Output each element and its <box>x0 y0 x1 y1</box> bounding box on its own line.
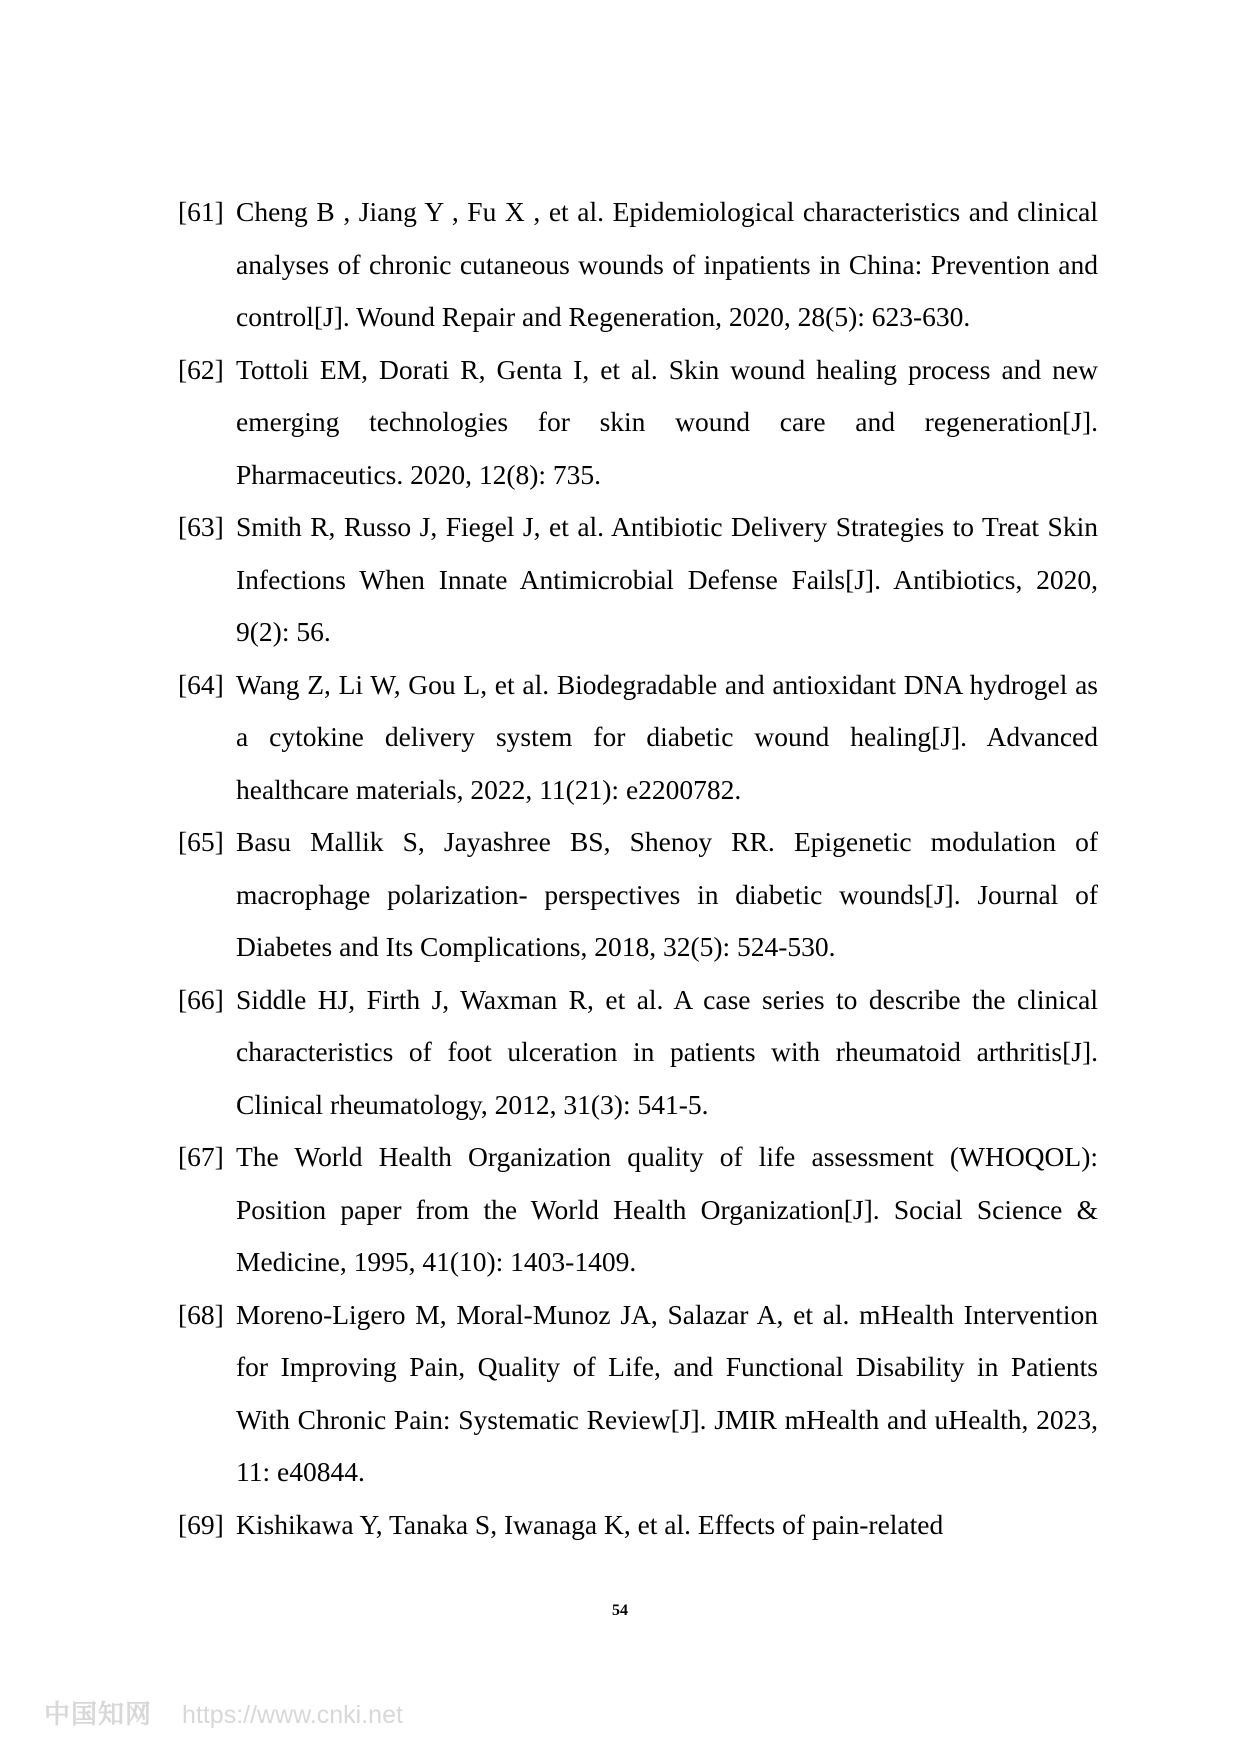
reference-number: [69] <box>178 1508 224 1540</box>
reference-item <box>178 501 1098 659</box>
reference-text: The World Health Organization quality of life assessment (WHOQOL): Position paper from the World Health Organization[J]. Social Science & Medicine, 1995, 41(10): 1403-1409. <box>236 1141 1098 1277</box>
reference-item <box>178 1499 1098 1552</box>
reference-number: [63] <box>178 511 224 542</box>
reference-number: [68] <box>178 1298 224 1330</box>
reference-number: [61] <box>178 196 224 227</box>
reference-item <box>178 1289 1098 1499</box>
reference-item <box>178 816 1098 974</box>
reference-item <box>178 974 1098 1132</box>
cnki-watermark <box>44 1694 403 1731</box>
reference-item <box>178 659 1098 817</box>
reference-number: [62] <box>178 353 224 385</box>
watermark-url: https://www.cnki.net <box>182 1701 403 1729</box>
reference-text: Cheng B , Jiang Y , Fu X , et al. Epidemiological characteristics and clinical analyses of chronic cutaneous wounds of inpatients in China: Prevention and control[J]. Wound Repair and Regeneration, 2020, 28(5): 623-630. <box>236 196 1098 332</box>
reference-text: Moreno-Ligero M, Moral-Munoz JA, Salazar A, et al. mHealth Intervention for Improving Pain, Quality of Life, and Functional Disability in Patients With Chronic Pain: Systematic Review[J]. JMIR mHealth and uHealth, 2023, 11: e40844. <box>236 1298 1098 1487</box>
reference-number: [66] <box>178 983 224 1015</box>
reference-item <box>178 344 1098 502</box>
reference-list <box>178 186 1098 1551</box>
reference-text: Siddle HJ, Firth J, Waxman R, et al. A case series to describe the clinical characteristics of foot ulceration in patients with rheumatoid arthritis[J]. Clinical rheumatology, 2012, 31(3): 541-5. <box>236 983 1098 1120</box>
reference-text: Wang Z, Li W, Gou L, et al. Biodegradable and antioxidant DNA hydrogel as a cytokine delivery system for diabetic wound healing[J]. Advanced healthcare materials, 2022, 11(21): e2200782. <box>236 668 1098 805</box>
page-number: 54 <box>612 1602 628 1619</box>
reference-number: [67] <box>178 1141 224 1172</box>
reference-number: [65] <box>178 826 224 857</box>
watermark-logo: 中国知网 <box>44 1699 153 1729</box>
reference-text: Tottoli EM, Dorati R, Genta I, et al. Skin wound healing process and new emerging technologies for skin wound care and regeneration[J]. Pharmaceutics. 2020, 12(8): 735. <box>236 353 1098 490</box>
reference-number: [64] <box>178 668 224 700</box>
reference-item <box>178 1131 1098 1289</box>
reference-text: Basu Mallik S, Jayashree BS, Shenoy RR. Epigenetic modulation of macrophage polarization- perspectives in diabetic wounds[J]. Journal of Diabetes and Its Complications, 2018, 32(5): 524-530. <box>236 826 1098 962</box>
reference-item <box>178 186 1098 344</box>
reference-text: Kishikawa Y, Tanaka S, Iwanaga K, et al. Effects of pain-related <box>236 1508 944 1540</box>
reference-text: Smith R, Russo J, Fiegel J, et al. Antibiotic Delivery Strategies to Treat Skin Infections When Innate Antimicrobial Defense Fails[J]. Antibiotics, 2020, 9(2): 56. <box>236 511 1098 647</box>
